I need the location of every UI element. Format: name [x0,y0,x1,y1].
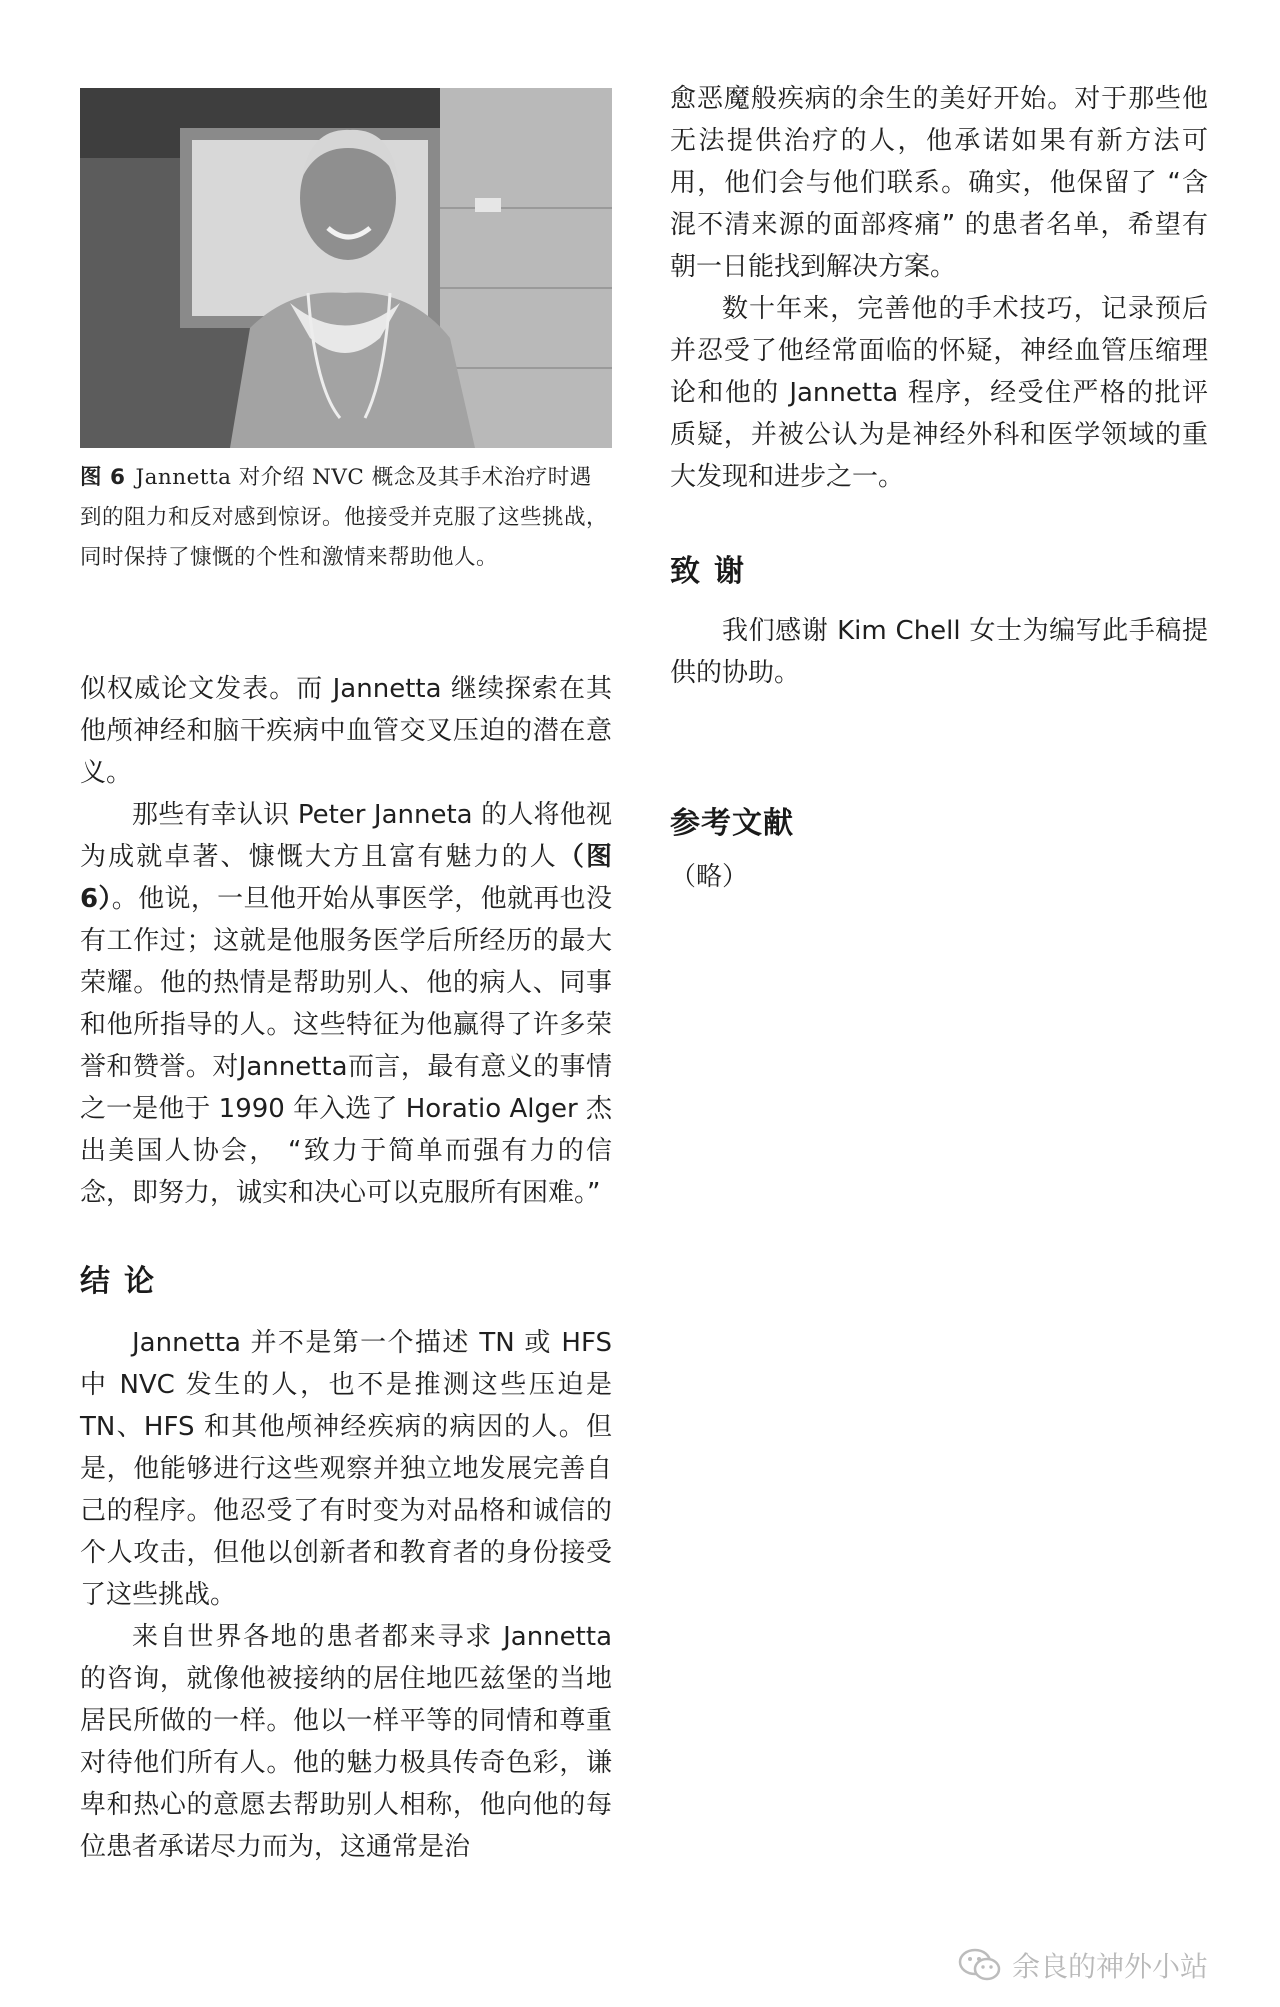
figure-6-caption [80,458,612,578]
right-paragraph-1: 愈恶魔般疾病的余生的美好开始。对于那些他无法提供治疗的人，他承诺如果有新方法可用，他们会与他们联系。确实，他保留了 “含混不清来源的面部疼痛” 的患者名单，希望有朝一日能找到解决方案。 [670,84,1208,282]
left-paragraph-2-text-b: 。他说，一旦他开始从事医学，他就再也没有工作过；这就是他服务医学后所经历的最大荣耀。他的热情是帮助别人、他的病人、同事和他所指导的人。这些特征为他赢得了许多荣誉和赞誉。对Jannetta而言，最有意义的事情之一是他于 1990 年入选了 Horatio Alger 杰出美国人协会， “致力于简单而强有力的信念，即努力，诚实和决心可以克服所有困难。” [80,884,612,1208]
wechat-icon [958,1948,1002,1982]
acknowledgement-heading: 致谢 [670,554,758,589]
left-paragraph-2 [80,794,612,1214]
right-paragraph-2: 数十年来，完善他的手术技巧，记录预后并忍受了他经常面临的怀疑，神经血管压缩理论和他的 Jannetta 程序，经受住严格的批评质疑，并被公认为是神经外科和医学领域的重大发现和进步之一。 [670,294,1208,492]
figure-label: 图 6 [80,465,126,490]
left-paragraph-2-text-a: 那些有幸认识 Peter Janneta 的人将他视为成就卓著、慷慨大方且富有魅力的人 [80,800,612,872]
references-text: （略） [670,862,749,892]
conclusion-paragraph-2: 来自世界各地的患者都来寻求 Jannetta 的咨询，就像他被接纳的居住地匹兹堡的当地居民所做的一样。他以一样平等的同情和尊重对待他们所有人。他的魅力极具传奇色彩，谦卑和热心的意愿去帮助别人相称，他向他的每位患者承诺尽力而为，这通常是治 [80,1622,612,1862]
surgeon-portrait-image [80,88,612,448]
conclusion-paragraph-1: Jannetta 并不是第一个描述 TN 或 HFS 中 NVC 发生的人，也不是推测这些压迫是 TN、HFS 和其他颅神经疾病的病因的人。但是，他能够进行这些观察并独立地发展完善自己的程序。他忍受了有时变为对品格和诚信的个人攻击，但他以创新者和教育者的身份接受了这些挑战。 [80,1328,612,1610]
figure-reference: （图 6） [80,842,612,914]
watermark-text: 余良的神外小站 [1012,1950,1209,1983]
figure-caption-text: Jannetta 对介绍 NVC 概念及其手术治疗时遇到的阻力和反对感到惊讶。他接受并克服了这些挑战，同时保持了慷慨的个性和激情来帮助他人。 [80,465,609,570]
figure-6-photo [80,88,612,448]
conclusion-heading: 结论 [80,1264,168,1299]
left-column [80,668,612,1868]
references-heading: 参考文献 [670,806,794,841]
acknowledgement-text: 我们感谢 Kim Chell 女士为编写此手稿提供的协助。 [670,616,1208,688]
left-paragraph-1: 似权威论文发表。而 Jannetta 继续探索在其他颅神经和脑干疾病中血管交叉压迫的潜在意义。 [80,674,612,788]
right-column [670,78,1208,898]
watermark [958,1940,1258,1990]
